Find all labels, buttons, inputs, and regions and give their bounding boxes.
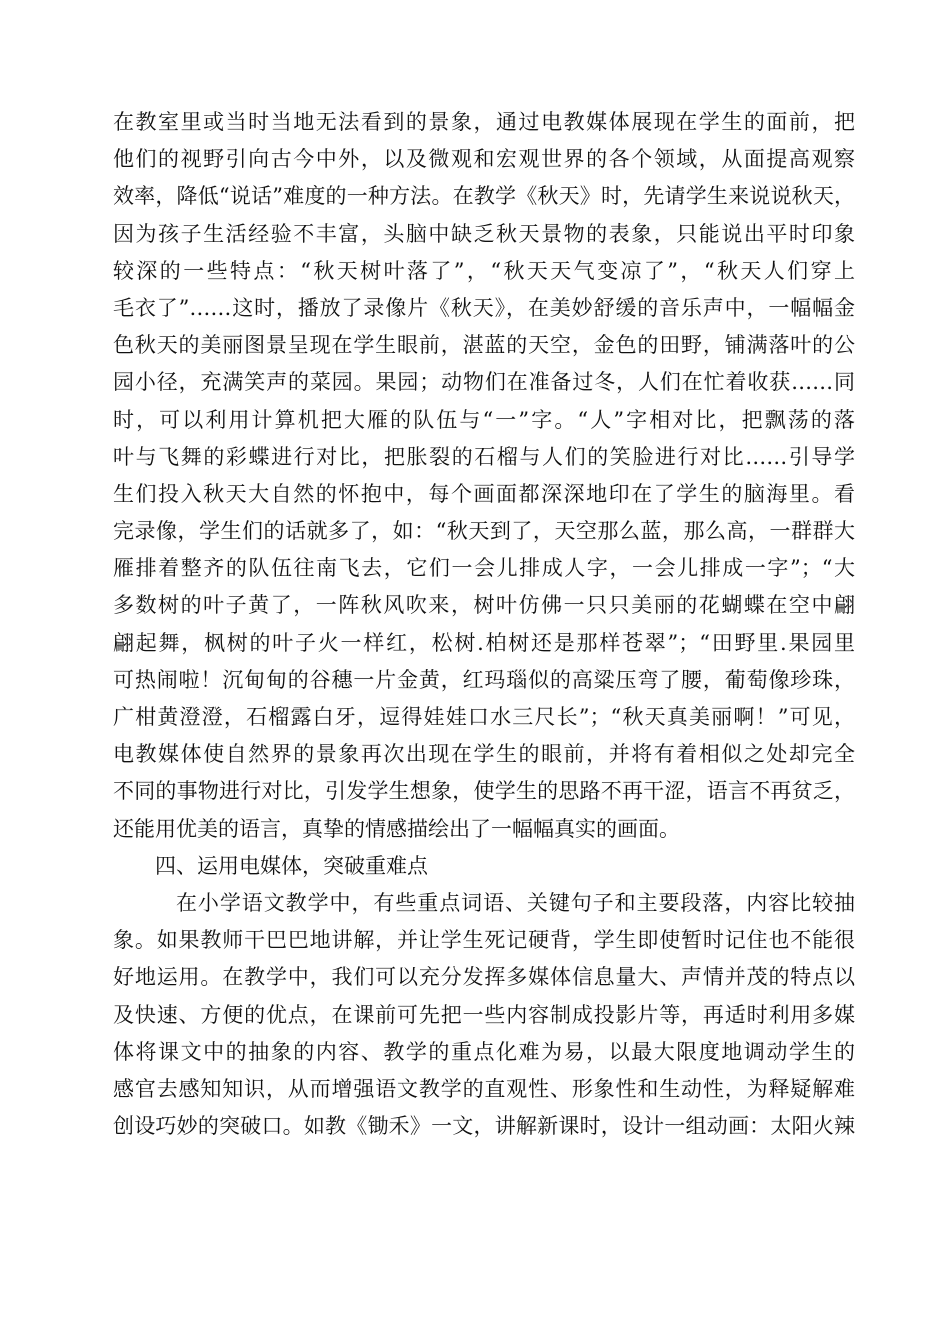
- paragraph-line: 时，可以利用计算机把大雁的队伍与“一”字。“人”字相对比，把飘荡的落: [113, 407, 855, 432]
- paragraph-line: 完录像，学生们的话就多了，如：“秋天到了，天空那么蓝，那么高，一群群大: [113, 519, 855, 544]
- paragraph-line: 可热闹啦！沉甸甸的谷穗一片金黄，红玛瑙似的高粱压弯了腰，葡萄像珍珠，: [113, 667, 855, 692]
- paragraph-line: 他们的视野引向古今中外，以及微观和宏观世界的各个领域，从面提高观察: [113, 147, 855, 172]
- paragraph-line: 广柑黄澄澄，石榴露白牙，逗得娃娃口水三尺长”；“秋天真美丽啊！”可见，: [113, 705, 855, 729]
- paragraph-line: 体将课文中的抽象的内容、教学的重点化难为易，以最大限度地调动学生的: [113, 1039, 855, 1064]
- paragraph-line: 色秋天的美丽图景呈现在学生眼前，湛蓝的天空，金色的田野，铺满落叶的公: [113, 333, 855, 358]
- paragraph-line: 创设巧妙的突破口。如教《锄禾》一文，讲解新课时，设计一组动画：太阳火辣: [113, 1114, 855, 1139]
- paragraph-line: 雁排着整齐的队伍往南飞去，它们一会儿排成人字，一会儿排成一字”；“大: [113, 556, 855, 581]
- paragraph-line: 翩起舞，枫树的叶子火一样红，松树.柏树还是那样苍翠”；“田野里.果园里: [113, 630, 855, 655]
- paragraph-line: 电教媒体使自然界的景象再次出现在学生的眼前，并将有着相似之处却完全: [113, 742, 855, 767]
- paragraph-line: 及快速、方便的优点，在课前可先把一些内容制成投影片等，再适时利用多媒: [113, 1002, 855, 1027]
- paragraph-line: 在小学语文教学中，有些重点词语、关键句子和主要段落，内容比较抽: [176, 890, 855, 915]
- paragraph-line: 毛衣了”……这时，播放了录像片《秋天》，在美妙舒缓的音乐声中，一幅幅金: [113, 295, 855, 320]
- paragraph-line: 叶与飞舞的彩蝶进行对比，把胀裂的石榴与人们的笑脸进行对比……引导学: [113, 444, 855, 469]
- paragraph-line: 好地运用。在教学中，我们可以充分发挥多媒体信息量大、声情并茂的特点以: [113, 965, 855, 990]
- document-body: [113, 104, 855, 1145]
- paragraph-line: 园小径，充满笑声的菜园。果园；动物们在准备过冬，人们在忙着收获……同: [113, 370, 855, 395]
- paragraph-line: 还能用优美的语言，真挚的情感描绘出了一幅幅真实的画面。: [113, 816, 680, 841]
- paragraph-line: 多数树的叶子黄了，一阵秋风吹来，树叶仿佛一只只美丽的花蝴蝶在空中翩: [113, 593, 855, 618]
- paragraph-line: 生们投入秋天大自然的怀抱中，每个画面都深深地印在了学生的脑海里。看: [113, 481, 855, 506]
- paragraph-line: 在教室里或当时当地无法看到的景象，通过电教媒体展现在学生的面前，把: [113, 110, 855, 134]
- paragraph-line: 象。如果教师干巴巴地讲解，并让学生死记硬背，学生即使暂时记住也不能很: [113, 928, 855, 953]
- paragraph-line: 不同的事物进行对比，引发学生想象，使学生的思路不再干涩，语言不再贫乏，: [113, 779, 855, 804]
- paragraph-line: 感官去感知知识，从而增强语文教学的直观性、形象性和生动性，为释疑解难: [113, 1076, 855, 1101]
- paragraph-line: 因为孩子生活经验不丰富，头脑中缺乏秋天景物的表象，只能说出平时印象: [113, 221, 855, 246]
- paragraph-line: 效率，降低“说话”难度的一种方法。在教学《秋天》时，先请学生来说说秋天，: [113, 184, 855, 209]
- section-heading: 四、运用电媒体，突破重难点: [155, 853, 428, 878]
- paragraph-line: 较深的一些特点：“秋天树叶落了”，“秋天天气变凉了”，“秋天人们穿上: [113, 258, 855, 283]
